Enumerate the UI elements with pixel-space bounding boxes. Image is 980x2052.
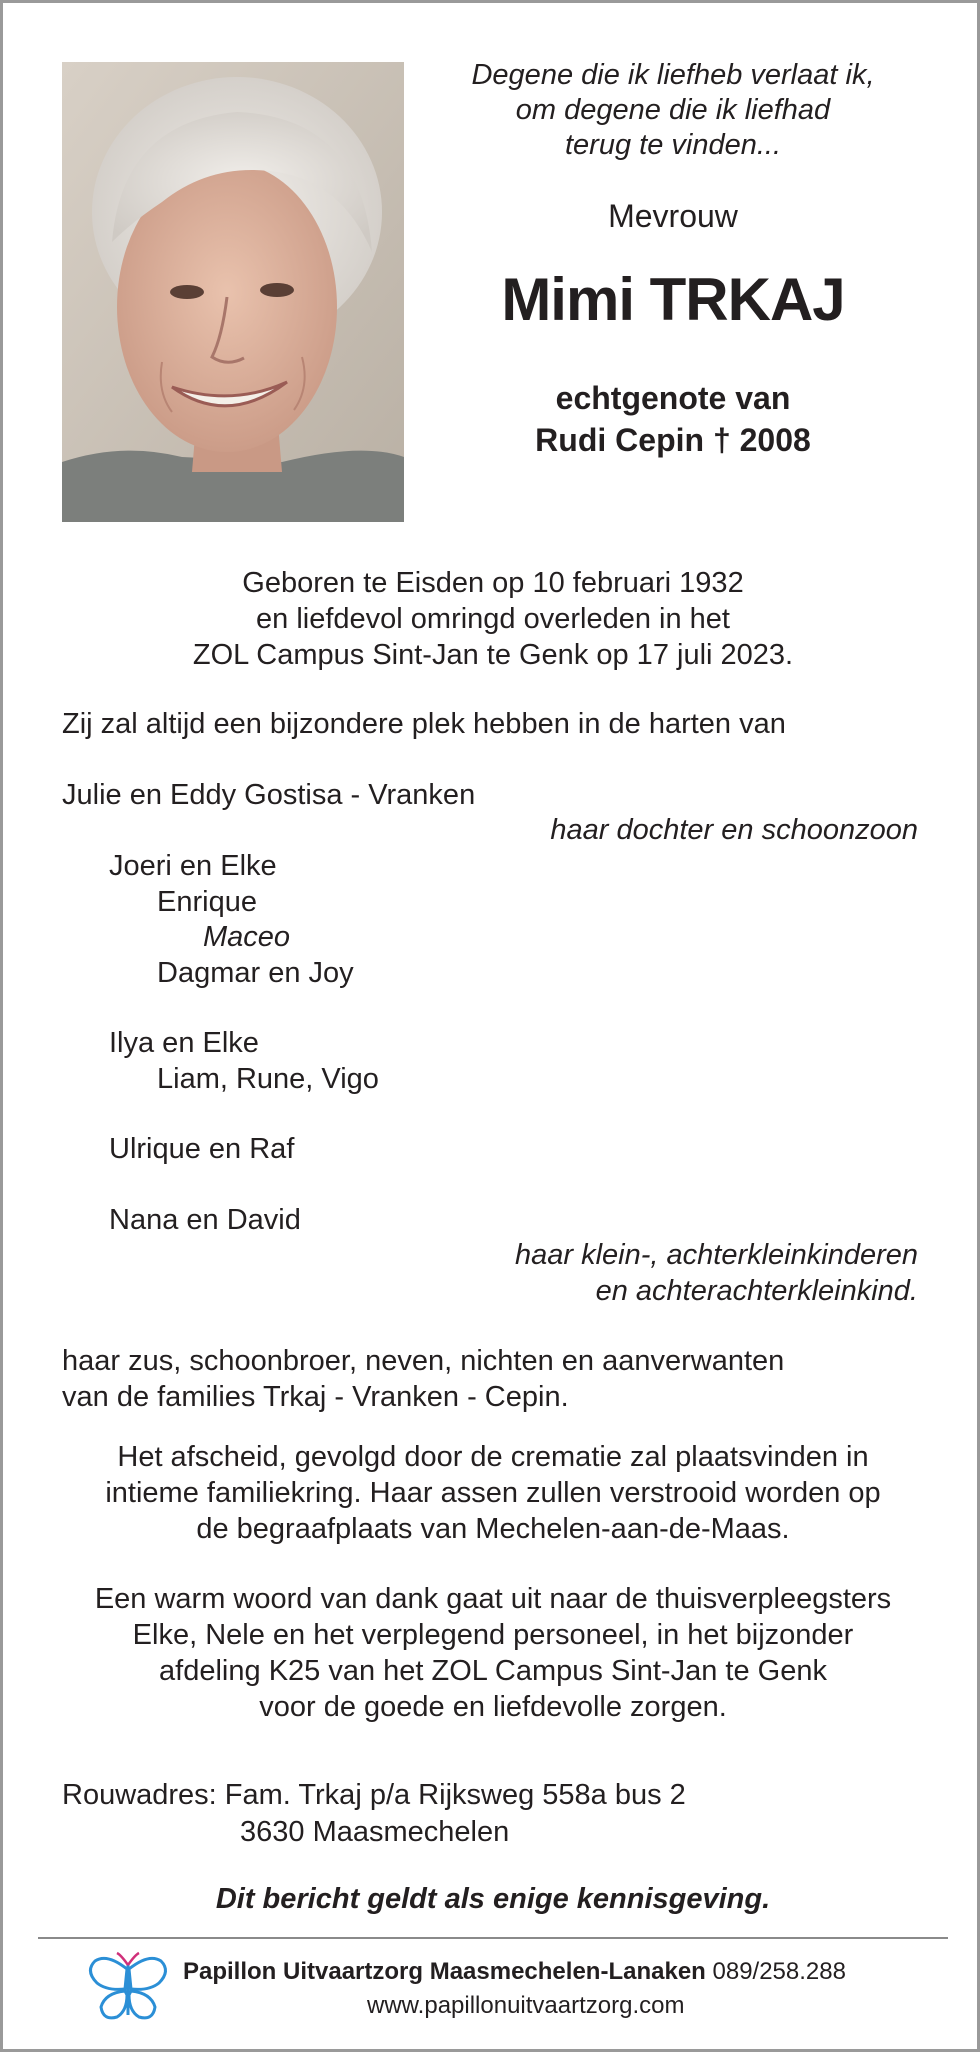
- grandchild-entry: Ilya en Elke: [109, 1027, 259, 1059]
- grandchild-entry: Ulrique en Raf: [109, 1133, 295, 1165]
- mourning-address: Rouwadres: Fam. Trkaj p/a Rijksweg 558a bus 2: [62, 1779, 686, 1811]
- death-line: en liefdevol omringd overleden in het: [256, 603, 730, 635]
- farewell-notice: [43, 1439, 943, 1547]
- great-great-grandchild-entry: Maceo: [203, 921, 291, 953]
- divider: [38, 1937, 948, 1939]
- poem-line: Degene die ik liefheb verlaat ik,: [471, 59, 875, 91]
- grandchildren-role: haar klein-, achterkleinkinderen: [515, 1239, 918, 1271]
- birth-line: Geboren te Eisden op 10 februari 1932: [242, 567, 744, 599]
- intro-line: Zij zal altijd een bijzondere plek hebben in de harten van: [62, 708, 786, 740]
- great-grandchild-entry: Dagmar en Joy: [157, 957, 354, 989]
- poem-line: om degene die ik liefhad: [515, 94, 831, 126]
- poem-line: terug te vinden...: [564, 129, 782, 161]
- daughter-name: Julie en Eddy Gostisa - Vranken: [62, 779, 476, 811]
- mourning-address-city: 3630 Maasmechelen: [240, 1816, 510, 1848]
- deceased-name: Mimi TRKAJ: [501, 266, 845, 333]
- spouse-name: Rudi Cepin † 2008: [535, 422, 811, 458]
- spouse-info: [443, 377, 903, 461]
- funeral-home-name: Papillon Uitvaartzorg Maasmechelen-Lanaken: [183, 1958, 706, 1985]
- farewell-line: intieme familiekring. Haar assen zullen verstrooid worden op: [105, 1477, 881, 1509]
- thanks-line: Elke, Nele en het verplegend personeel, in het bijzonder: [132, 1619, 854, 1651]
- honorific: Mevrouw: [608, 198, 738, 234]
- spouse-relation: echtgenote van: [555, 380, 791, 416]
- portrait-photo: [62, 62, 404, 522]
- death-place-line: ZOL Campus Sint-Jan te Genk op 17 juli 2023.: [192, 639, 794, 671]
- great-grandchild-entry: Enrique: [157, 886, 257, 918]
- poem: [443, 58, 903, 163]
- thanks-notice: [43, 1581, 943, 1725]
- funeral-home-info: [183, 1955, 943, 2023]
- butterfly-logo-icon: [87, 1951, 169, 2023]
- grandchild-entry: Nana en David: [109, 1204, 301, 1236]
- daughter-role: haar dochter en schoonzoon: [550, 814, 918, 846]
- birth-death-info: [43, 565, 943, 673]
- funeral-home-website[interactable]: www.papillonuitvaartzorg.com: [367, 1992, 685, 2019]
- closing-statement: Dit bericht geldt als enige kennisgeving.: [215, 1883, 771, 1915]
- thanks-line: voor de goede en liefdevolle zorgen.: [259, 1691, 727, 1723]
- thanks-line: afdeling K25 van het ZOL Campus Sint-Jan te Genk: [159, 1655, 827, 1687]
- thanks-line: Een warm woord van dank gaat uit naar de thuisverpleegsters: [94, 1583, 892, 1615]
- great-grandchild-entry: Liam, Rune, Vigo: [157, 1063, 379, 1095]
- grandchild-entry: Joeri en Elke: [109, 850, 277, 882]
- grandchildren-role: en achterachterkleinkind.: [595, 1275, 918, 1307]
- other-relatives: van de families Trkaj - Vranken - Cepin.: [62, 1381, 569, 1413]
- other-relatives: haar zus, schoonbroer, neven, nichten en aanverwanten: [62, 1345, 785, 1377]
- farewell-line: Het afscheid, gevolgd door de crematie zal plaatsvinden in: [117, 1441, 869, 1473]
- farewell-line: de begraafplaats van Mechelen-aan-de-Maas.: [196, 1513, 790, 1545]
- funeral-home-phone[interactable]: 089/258.288: [712, 1958, 846, 1985]
